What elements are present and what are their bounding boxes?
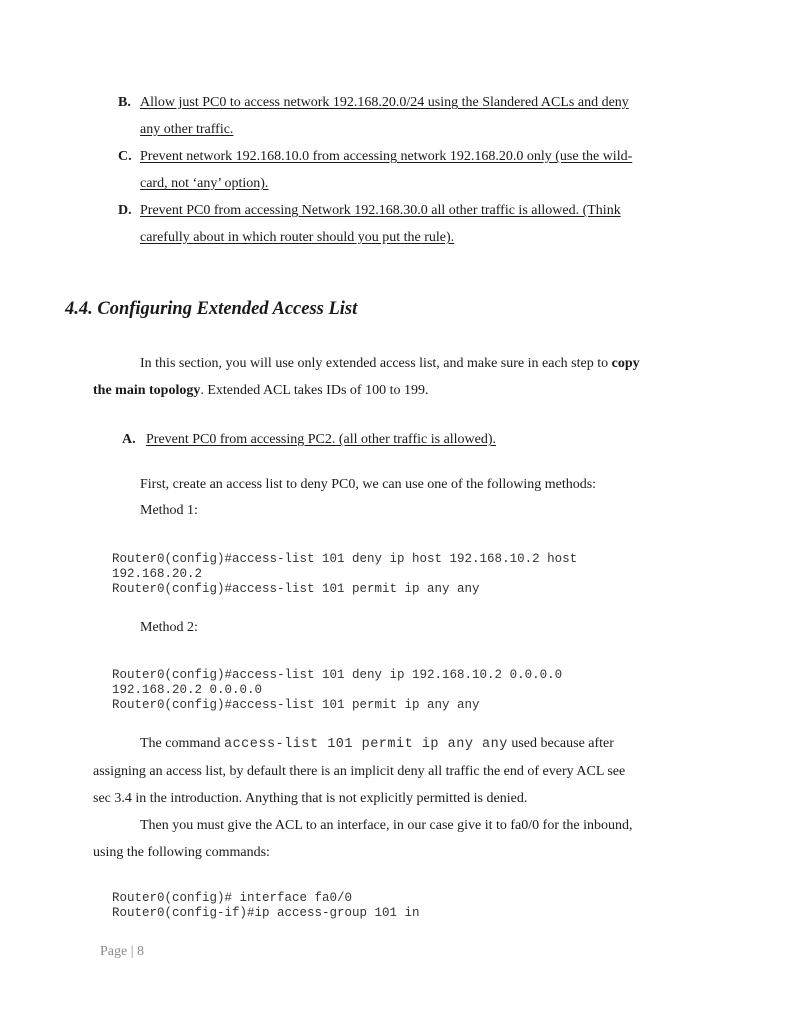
intro-line1	[140, 356, 640, 372]
list-item-c-line2: card, not ‘any’ option).	[140, 176, 269, 191]
list-marker: C.	[118, 149, 132, 164]
intro-bold: the main topology	[93, 383, 201, 398]
method1-code-block	[112, 552, 577, 597]
list-marker: B.	[118, 95, 131, 110]
para1-line1	[140, 736, 614, 753]
code-line: Router0(config-if)#ip access-group 101 in	[112, 906, 420, 920]
code-line: Router0(config)#access-list 101 permit ip any any	[112, 582, 480, 596]
intro-line2	[93, 383, 428, 399]
list-item-b-line1: Allow just PC0 to access network 192.168.20.0/24 using the Slandered ACLs and deny	[140, 95, 629, 110]
section-heading: 4.4. Configuring Extended Access List	[65, 299, 358, 319]
list-item-d-line1: Prevent PC0 from accessing Network 192.168.30.0 all other traffic is allowed. (Think	[140, 203, 621, 218]
first-line: First, create an access list to deny PC0, we can use one of the following methods:	[140, 477, 597, 492]
commands-code-block	[112, 891, 420, 921]
method1-label: Method 1:	[140, 503, 198, 518]
list-marker: A.	[122, 432, 136, 447]
intro-bold: copy	[611, 356, 640, 371]
task-a-title: Prevent PC0 from accessing PC2. (all other traffic is allowed).	[146, 432, 497, 447]
list-item-c	[118, 149, 132, 165]
method2-code-block	[112, 668, 562, 713]
intro-text: In this section, you will use only extended access list, and make sure in each step to	[140, 356, 612, 371]
code-line: Router0(config)# interface fa0/0	[112, 891, 353, 905]
code-line: 192.168.20.2 0.0.0.0	[112, 683, 263, 697]
para2-line2: using the following commands:	[93, 845, 270, 860]
page-number: Page | 8	[100, 944, 145, 959]
list-item-d	[118, 203, 132, 219]
task-a-marker	[122, 432, 136, 448]
para2-line1: Then you must give the ACL to an interface, in our case give it to fa0/0 for the inbound,	[140, 818, 633, 833]
para1-line2: assigning an access list, by default there is an implicit deny all traffic the end of every ACL see	[93, 764, 626, 779]
code-line: Router0(config)#access-list 101 deny ip 192.168.10.2 0.0.0.0	[112, 668, 563, 682]
para-text: The command	[140, 736, 224, 751]
inline-code: access-list 101 permit ip any any	[223, 737, 508, 752]
code-line: Router0(config)#access-list 101 permit ip any any	[112, 698, 480, 712]
para1-line3: sec 3.4 in the introduction. Anything that is not explicitly permitted is denied.	[93, 791, 528, 806]
list-marker: D.	[118, 203, 132, 218]
method2-label: Method 2:	[140, 620, 198, 635]
code-line: 192.168.20.2	[112, 567, 203, 581]
list-item-b-line2: any other traffic.	[140, 122, 234, 137]
code-line: Router0(config)#access-list 101 deny ip host 192.168.10.2 host	[112, 552, 578, 566]
list-item-b	[118, 95, 131, 111]
intro-text: . Extended ACL takes IDs of 100 to 199.	[200, 383, 429, 398]
list-item-c-line1: Prevent network 192.168.10.0 from accessing network 192.168.20.0 only (use the wild-	[140, 149, 633, 164]
list-item-d-line2: carefully about in which router should you put the rule).	[140, 230, 455, 245]
para-text: used because after	[507, 736, 614, 751]
